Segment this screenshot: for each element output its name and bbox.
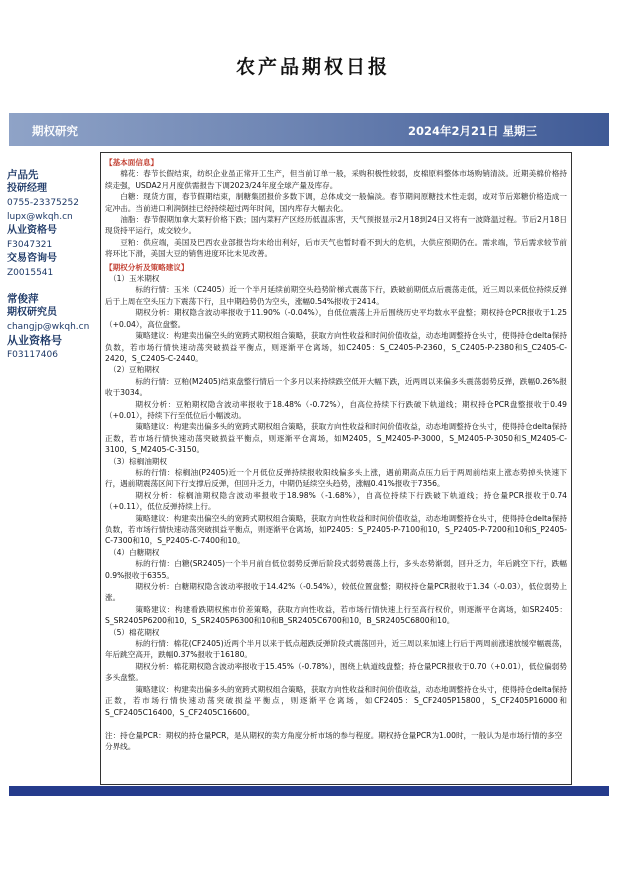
sidebar-line: 常俊萍 <box>7 293 39 305</box>
paragraph: 标的行情：棕榈油(P2405)近一个月低位反弹持续报收阳线偏多头上涨，遇前期高点压力后于两周前结束上涨态势掉头快速下行，遇前期震荡区间下行支撑后反弹，但回升乏力，中期仍延续空头趋势，涨幅0.41%报收于7356。 <box>105 467 567 489</box>
analyst-sidebar <box>7 168 99 362</box>
paragraph: 期权分析：棉花期权隐含波动率报收于15.45%（-0.78%），围绕上轨道线盘整；持仓量PCR报收于0.70（+0.01），低位偏弱势多头盘整。 <box>105 661 567 683</box>
subsection-heading: （1）玉米期权 <box>109 274 160 284</box>
paragraph: 油脂：春节假期加拿大菜籽价格下跌；国内菜籽产区经历低温冻害，天气预报显示2月18到24日又将有一波降温过程。节后2月18日现货持平运行，成交较少。 <box>105 215 567 236</box>
paragraph: 策略建议：构建卖出偏多头的宽跨式期权组合策略，获取方向性收益和时间价值收益，动态地调整持仓头寸，使得持仓delta保持正数，若市场行情快速动荡突破损益平衡点，则逐渐平仓离场，如CF2405：S_CF2405P15800，S_CF2405P16000和S_CF2405C16400，S_CF2405C16600。 <box>105 684 567 717</box>
subsection-heading: （5）棉花期权 <box>109 627 160 637</box>
sidebar-line: lupx@wkqh.cn <box>7 212 73 222</box>
report-title: 农产品期权日报 <box>235 56 390 78</box>
report-date: 2024年2月21日 星期三 <box>407 124 537 138</box>
header-banner <box>9 113 609 146</box>
paragraph: 标的行情：棉花(CF2405)近两个半月以来于低点超跌反弹阶段式震荡回升，近三周以来加速上行后于两周前涨速放缓窄幅震荡，年后跳空高开，跌幅0.37%报收于16180。 <box>105 639 567 660</box>
section-heading: 【期权分析及策略建议】 <box>105 262 189 272</box>
sidebar-line: 从业资格号 <box>7 225 57 236</box>
paragraph: 期权分析：豆粕期权隐含波动率报收于18.48%（-0.72%），自高位持续下行跌破下轨道线；期权持仓PCR盘整报收于0.49（+0.01），持续下行至低位后小幅波动。 <box>105 399 567 420</box>
sidebar-line: Z0015541 <box>7 268 54 278</box>
footer-bar <box>9 786 609 796</box>
sidebar-line: 交易咨询号 <box>7 253 57 264</box>
sidebar-line: F03117406 <box>7 350 58 360</box>
sidebar-line: changjp@wkqh.cn <box>7 322 90 332</box>
paragraph: 期权分析：白糖期权隐含波动率报收于14.42%（-0.54%），较低位置盘整；期权持仓量PCR报收于1.34（-0.03），低位弱势上涨。 <box>105 582 567 603</box>
sidebar-spacer <box>7 280 99 292</box>
sidebar-line: 0755-23375252 <box>7 198 79 208</box>
sidebar-line: 投研经理 <box>7 183 47 194</box>
sidebar-line: F3047321 <box>7 240 53 250</box>
paragraph: 标的行情：白糖(SR2405)一个半月前自低位弱势反弹后阶段式弱势震荡上行，多头态势渐弱，回升乏力，年后跳空下行，跌幅0.9%报收于6355。 <box>105 559 567 580</box>
paragraph: 策略建议：构建卖出偏空头的宽跨式期权组合策略，获取方向性收益和时间价值收益，动态地调整持仓头寸，使得持仓delta保持负数，若市场行情快速动荡突破损益平衡点，则逐渐平仓离场，如C2405：S_C2405-P-2360，S_C2405-P-2380和S_C2405-C-2420，S_C2405-C-2440。 <box>105 331 567 363</box>
subsection-heading: （4）白糖期权 <box>109 547 160 557</box>
paragraph: 策略建议：构建卖出偏空头的宽跨式期权组合策略，获取方向性收益和时间价值收益，动态地调整持仓头寸，使得持仓delta保持负数，若市场行情快速动荡突破损益平衡点，则逐渐平仓离场，如P2405：S_P2405-P-7100和10，S_P2405-P-7200和10和S_P2405-C-7300和10，S_P2405-C-7400和10。 <box>105 513 567 546</box>
paragraph: 棉花：春节长假结束，纺织企业虽正常开工生产，但当前订单一般，采购积极性较弱，皮棉原料整体市场购销清淡。近期美棉价格持续走强，USDA2月月度供需报告下调2023/24年度全球产量及库存。 <box>105 169 567 190</box>
paragraph: 期权分析：棕榈油期权隐含波动率报收于18.98%（-1.68%），自高位持续下行跌破下轨道线；持仓量PCR报收于0.74（+0.11），低位反弹持续上行。 <box>105 490 567 512</box>
sidebar-line: 卢品先 <box>7 169 39 181</box>
footnote: 注：持仓量PCR：期权的持仓量PCR，是从期权的卖方角度分析市场的参与程度。期权持仓量PCR为1.00时，一般认为是市场行情的多空分界线。 <box>105 730 563 752</box>
paragraph: 策略建议：构建卖出偏多头的宽跨式期权组合策略，获取方向性收益和时间价值收益，动态地调整持仓头寸，使得持仓delta保持正数，若市场行情快速动荡突破损益平衡点，则逐渐平仓离场，如M2405，S_M2405-P-3000，S_M2405-P-3050和S_M2405-C-3100，S_M2405-C-3150。 <box>105 422 567 455</box>
subsection-heading: （3）棕榈油期权 <box>109 456 167 466</box>
paragraph: 白糖：现货方面，春节假期结束，制糖集团报价多数下调，总体成交一般偏淡。春节期间原糖技术性走弱，或对节后郑糖价格造成一定冲击。当前进口利润倒挂已经持续超过两年时间，国内库存大幅去化。 <box>105 192 567 213</box>
sidebar-line: 从业资格号 <box>7 334 62 347</box>
paragraph: 标的行情：豆粕(M2405)结束盘整行情后一个多月以来持续跌空低开大幅下跌，近两周以来偏多头震荡弱势反弹，跌幅0.26%报收于3034。 <box>105 376 567 398</box>
subsection-heading: （2）豆粕期权 <box>109 365 160 375</box>
section-label: 期权研究 <box>32 124 78 138</box>
paragraph: 策略建议：构建看跌期权熊市价差策略，获取方向性收益，若市场行情快速上行至高行权价，则逐渐平仓离场，如SR2405：S_SR2405P6200和10，S_SR2405P6300和10和B_SR2405C6700和10，B_SR2405C6800和10。 <box>105 604 567 626</box>
paragraph: 期权分析：期权隐含波动率报收于11.90%（-0.04%），自低位震荡上升后围绕历史平均数水平盘整；期权持仓PCR报收于1.25（+0.04），高位盘整。 <box>105 308 567 329</box>
report-body <box>100 152 572 785</box>
paragraph: 标的行情：玉米（C2405）近一个半月延续前期空头趋势阶梯式震荡下行，跌破前期低点后震荡走低，近三周以来低位持续反弹后于上周在空头压力下震荡下行，且中期趋势仍为空头，涨幅0.54%报收于2414。 <box>105 285 567 306</box>
paragraph: 豆粕：供应端，美国及巴西农业部报告均未给出利好，后市天气也暂时看不到大的危机，大供应预期仍在。需求端，节后需求较节前将环比下滑，美国大豆的销售进度环比未见改善。 <box>105 237 567 259</box>
sidebar-line: 期权研究员 <box>7 307 57 318</box>
section-heading: 【基本面信息】 <box>105 158 159 167</box>
